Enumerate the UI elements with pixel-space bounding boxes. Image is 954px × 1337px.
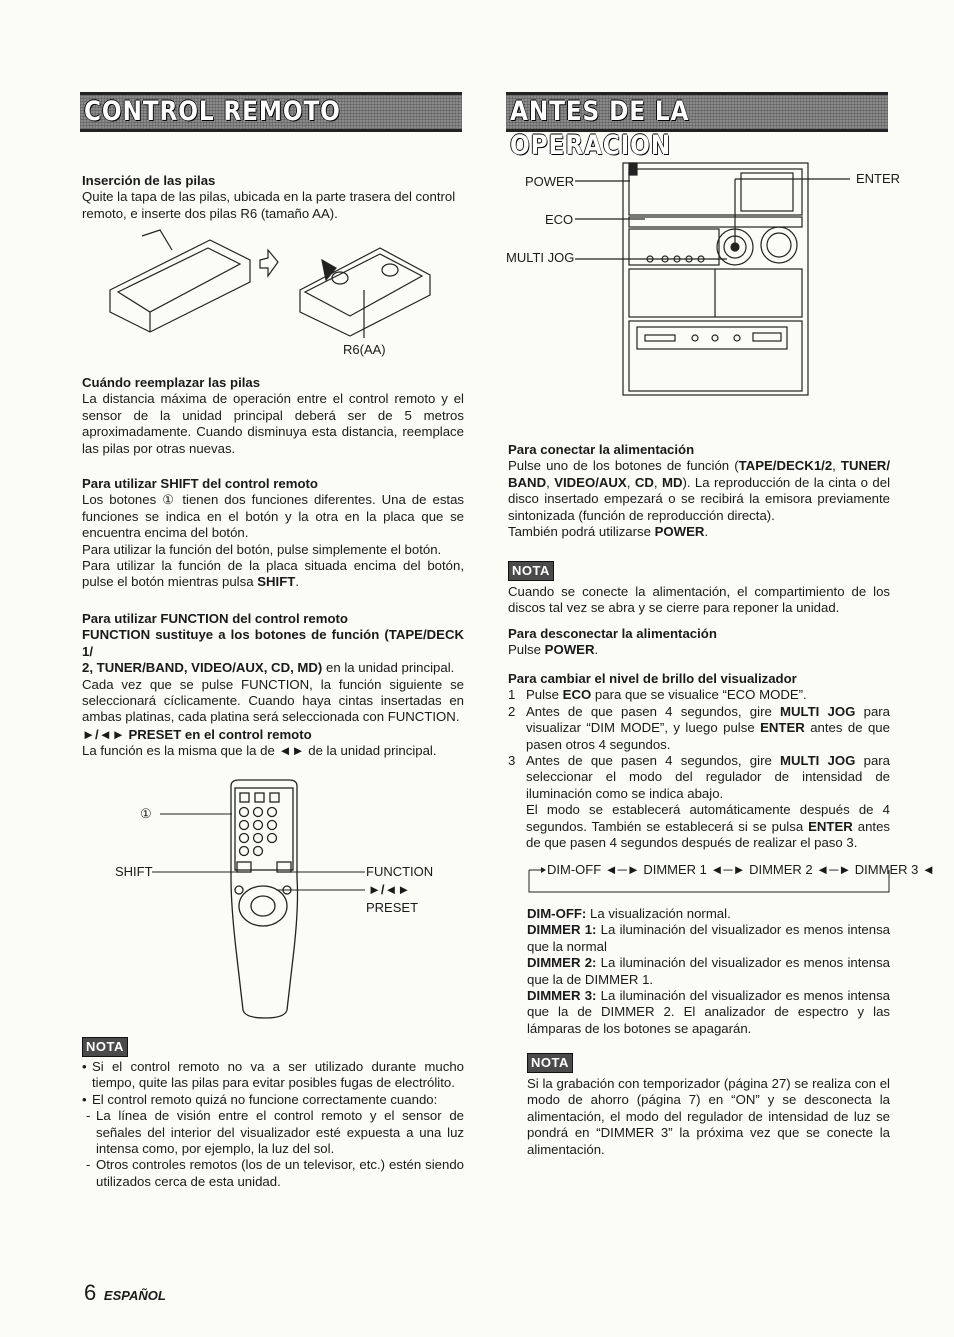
remote-label-circled: ①	[140, 806, 152, 821]
shift-title: Para utilizar SHIFT del control remoto	[82, 476, 318, 491]
cycle-dimmer-3: DIMMER 3	[854, 862, 919, 877]
function-line-1: FUNCTION sustituye a los botones de función (TAPE/DECK 1/	[82, 627, 464, 659]
conectar-title: Para conectar la alimentación	[508, 442, 695, 457]
desconectar-title: Para desconectar la alimentación	[508, 626, 717, 641]
left-nota-bullet-1: • Si el control remoto no va a ser utilizado durante mucho tiempo, quite las pilas para evitar posibles fugas de electrólito.	[82, 1059, 464, 1092]
dim-off-desc: DIM-OFF: La visualización normal.	[527, 906, 731, 921]
brillo-step-2: 2 Antes de que pasen 4 segundos, gire MULTI JOG para visualizar “DIM MODE”, y luego pulse ENTER antes de que pasen otros 4 segundos.	[508, 703, 890, 752]
preset-title: ►/◄► PRESET en el control remoto	[82, 727, 312, 742]
cycle-arrow-2: ◄─►	[706, 862, 750, 877]
remote-label-preset: PRESET	[366, 900, 419, 915]
remote-label-shift: SHIFT	[115, 864, 153, 879]
brillo-title: Para cambiar el nivel de brillo del visualizador	[508, 671, 797, 686]
conectar-power-line: También podrá utilizarse POWER.	[508, 524, 709, 540]
shift-text-3: Para utilizar la función de la placa situada encima del botón, pulse el botón mientras pulsa SHIFT.	[82, 558, 464, 590]
function-line-2: 2, TUNER/BAND, VIDEO/AUX, CD, MD) en la unidad principal.	[82, 660, 455, 676]
reemplazar-text: La distancia máxima de operación entre el control remoto y el sensor de la unidad principal deberá ser de 5 metros aproximadamente. Cuando disminuya esta distancia, reemplace las pilas por otras nuevas.	[82, 391, 464, 456]
unit-label-eco: ECO	[545, 212, 574, 227]
right-banner-title: ANTES DE LA OPERACION	[510, 96, 690, 161]
cycle-dimmer-1: DIMMER 1	[643, 862, 707, 877]
brillo-step-3: 3 Antes de que pasen 4 segundos, gire MULTI JOG para seleccionar el modo del regulador de intensidad de iluminación como se indica abajo.	[508, 753, 890, 801]
right-nota-2-text: Si la grabación con temporizador (página 27) se realiza con el modo de ahorro (página 7) en “ON” y se desconecta la alimentación, el modo del regulador de intensidad de luz se pondrá en “DIMMER 3” la próxima vez que se conecte la alimentación.	[527, 1076, 890, 1157]
brillo-section	[508, 671, 890, 851]
conectar-text: Pulse uno de los botones de función (TAPE/DECK1/2, TUNER/ BAND, VIDEO/AUX, CD, MD). La reproducción de la cinta o del disco insertado empezará o se recibirá la emisora previamente sintonizada (función de reproducción directa).	[508, 458, 891, 523]
dimmer-3-desc: DIMMER 3: La iluminación del visualizador es menos intensa que la de DIMMER 2. El analizador de espectro y las lámparas de los botones se apagarán.	[527, 988, 890, 1036]
shift-section	[82, 476, 464, 591]
preset-text: La función es la misma que la de ◄► de la unidad principal.	[82, 743, 437, 759]
main-unit-illustration	[505, 155, 905, 400]
dimmer-2-desc: DIMMER 2: La iluminación del visualizador es menos intensa que la de DIMMER 1.	[527, 955, 890, 987]
remote-label-function: FUNCTION	[366, 864, 434, 879]
left-nota-dash-1: - La línea de visión entre el control remoto y el sensor de señales del interior del visualizador esté expuesta a una luz intensa como, por ejemplo, la luz del sol.	[82, 1108, 464, 1157]
right-section-banner	[506, 92, 888, 161]
function-title: Para utilizar FUNCTION del control remoto	[82, 611, 348, 626]
left-nota-section	[82, 1037, 464, 1190]
pilas-text: Quite la tapa de las pilas, ubicada en la parte trasera del control remoto, e inserte dos pilas R6 (tamaño AA).	[82, 189, 456, 221]
conectar-section	[508, 442, 890, 540]
reemplazar-title: Cuándo reemplazar las pilas	[82, 375, 261, 390]
desconectar-section	[508, 626, 890, 659]
left-banner-title: CONTROL REMOTO	[84, 96, 341, 127]
cycle-dim-off: DIM-OFF	[547, 862, 602, 877]
desconectar-text: Pulse POWER.	[508, 642, 599, 658]
brillo-step-3-note: El modo se establecerá automáticamente después de 4 segundos. También se establecerá si se pulsa ENTER antes de que pasen 4 segundos después de realizar el paso 3.	[526, 802, 890, 851]
footer-language: ESPAÑOL	[103, 1288, 166, 1303]
page-footer	[84, 1280, 166, 1306]
right-nota-1-text: Cuando se conecte la alimentación, el compartimiento de los discos tal vez se abra y se cierre para reponer la unidad.	[508, 584, 890, 616]
pilas-title: Inserción de las pilas	[82, 173, 216, 188]
battery-label: R6(AA)	[343, 342, 386, 357]
left-section-banner	[80, 92, 462, 132]
unit-label-multi-jog: MULTI JOG	[506, 250, 575, 265]
cycle-arrow-3: ◄─►	[812, 862, 855, 877]
unit-label-power: POWER	[525, 174, 575, 189]
right-nota-2-section	[527, 1053, 890, 1158]
dimmer-1-desc: DIMMER 1: La iluminación del visualizador es menos intensa que la normal	[527, 922, 890, 954]
shift-text-2: Para utilizar la función del botón, pulse simplemente el botón.	[82, 541, 442, 557]
remote-label-preset-symbol: ►/◄►	[368, 882, 411, 897]
pilas-section	[82, 173, 464, 222]
page-number: 6	[84, 1280, 97, 1305]
dimmer-descriptions	[527, 906, 890, 1037]
reemplazar-section	[82, 375, 464, 457]
left-nota-badge: NOTA	[82, 1037, 128, 1057]
remote-callout-lines	[150, 800, 370, 910]
right-nota-1-badge: NOTA	[508, 561, 554, 581]
cycle-dimmer-2: DIMMER 2	[749, 862, 813, 877]
brillo-step-1: 1 Pulse ECO para que se visualice “ECO MODE”.	[508, 687, 807, 703]
function-rest: Cada vez que se pulse FUNCTION, la función siguiente se seleccionará cíclicamente. Cuando haya cintas insertadas en ambas platinas, cada platina será seleccionada con FUNCTION.	[82, 676, 464, 725]
shift-text-1: Los botones ① tienen dos funciones diferentes. Una de estas funciones se indica en el botón y la otra en la placa que se encuentra encima del botón.	[82, 492, 464, 541]
function-section	[82, 611, 464, 726]
left-nota-dash-2: - Otros controles remotos (los de un televisor, etc.) estén siendo utilizados cerca de esta unidad.	[82, 1157, 464, 1190]
right-nota-1-section	[508, 561, 890, 617]
battery-insertion-illustration	[100, 220, 445, 340]
unit-label-enter: ENTER	[856, 171, 901, 186]
right-nota-2-badge: NOTA	[527, 1053, 573, 1073]
dimmer-cycle-diagram: DIM-OFF ◄─► DIMMER 1 ◄─► DIMMER 2 ◄─► DIMMER 3 ◄	[527, 860, 891, 894]
left-nota-bullet-2: • El control remoto quizá no funcione correctamente cuando:	[82, 1092, 464, 1108]
preset-section	[82, 727, 464, 760]
cycle-arrow-1: ◄─►	[601, 862, 644, 877]
